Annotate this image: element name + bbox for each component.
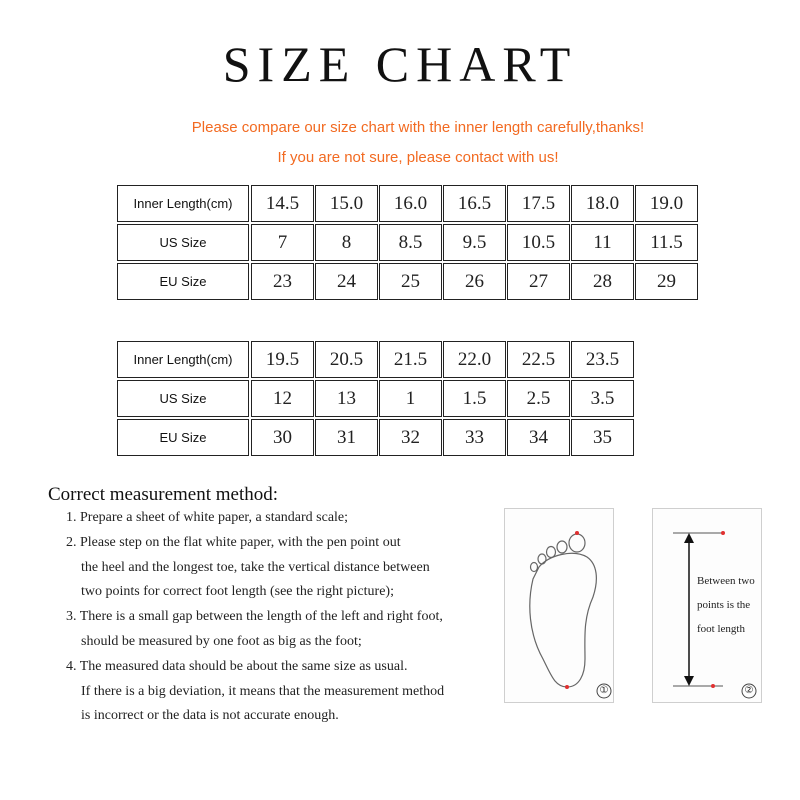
step-line: 3. There is a small gap between the length of the left and right foot, [66, 609, 443, 625]
table-cell: 8.5 [379, 224, 442, 261]
table-cell: 1 [379, 380, 442, 417]
table-cell: 31 [315, 419, 378, 456]
table-cell: 19.0 [635, 185, 698, 222]
table-cell: 20.5 [315, 341, 378, 378]
table-cell: 23 [251, 263, 314, 300]
table-cell: 13 [315, 380, 378, 417]
table-cell: 24 [315, 263, 378, 300]
notice-line-2: If you are not sure, please contact with us! [277, 149, 559, 166]
table-cell: 2.5 [507, 380, 570, 417]
table-cell: 25 [379, 263, 442, 300]
caption-line: points is the [697, 599, 751, 611]
table-cell: 26 [443, 263, 506, 300]
figure-number: ① [599, 685, 609, 696]
table-cell: 3.5 [571, 380, 634, 417]
step-line: should be measured by one foot as big as the foot; [81, 633, 362, 649]
step-line: 4. The measured data should be about the same size as usual. [66, 658, 408, 674]
table-cell: 19.5 [251, 341, 314, 378]
figure-caption [697, 569, 763, 641]
row-label: Inner Length(cm) [117, 185, 249, 222]
table-cell: 9.5 [443, 224, 506, 261]
figure-number: ② [744, 685, 754, 696]
table-cell: 29 [635, 263, 698, 300]
table-cell: 33 [443, 419, 506, 456]
row-label: EU Size [117, 263, 249, 300]
table-cell: 27 [507, 263, 570, 300]
table-cell: 23.5 [571, 341, 634, 378]
table-cell: 11.5 [635, 224, 698, 261]
table-cell: 34 [507, 419, 570, 456]
foot-outline-figure [504, 508, 614, 703]
step-line: If there is a big deviation, it means that the measurement method [81, 683, 445, 699]
table-cell: 22.5 [507, 341, 570, 378]
page-title: SIZE CHART [222, 36, 578, 92]
table-cell: 18.0 [571, 185, 634, 222]
table-cell: 28 [571, 263, 634, 300]
measurement-figure [652, 508, 762, 703]
method-steps [66, 506, 506, 729]
caption-line: Between two [697, 575, 755, 587]
step-line: the heel and the longest toe, take the vertical distance between [81, 559, 430, 575]
table-cell: 22.0 [443, 341, 506, 378]
row-label: Inner Length(cm) [117, 341, 249, 378]
table-cell: 32 [379, 419, 442, 456]
caption-line: foot length [697, 623, 745, 635]
table-row-inner-length [117, 185, 699, 222]
table-row-eu-size [117, 419, 635, 456]
row-label: US Size [117, 380, 249, 417]
table-cell: 15.0 [315, 185, 378, 222]
notice-line-1: Please compare our size chart with the inner length carefully,thanks! [191, 119, 645, 136]
table-row-us-size [117, 380, 635, 417]
step-line: 2. Please step on the flat white paper, with the pen point out [66, 534, 401, 550]
table-cell: 7 [251, 224, 314, 261]
table-row-inner-length [117, 341, 635, 378]
step-line: two points for correct foot length (see the right picture); [81, 584, 394, 600]
table-cell: 10.5 [507, 224, 570, 261]
table-row-eu-size [117, 263, 699, 300]
table-cell: 16.0 [379, 185, 442, 222]
table-cell: 14.5 [251, 185, 314, 222]
table-cell: 21.5 [379, 341, 442, 378]
step-line: 1. Prepare a sheet of white paper, a standard scale; [66, 510, 349, 525]
table-cell: 30 [251, 419, 314, 456]
table-cell: 12 [251, 380, 314, 417]
step-line: is incorrect or the data is not accurate enough. [81, 708, 339, 724]
row-label: EU Size [117, 419, 249, 456]
method-title: Correct measurement method: [48, 484, 279, 505]
row-label: US Size [117, 224, 249, 261]
table-row-us-size [117, 224, 699, 261]
table-cell: 35 [571, 419, 634, 456]
table-cell: 11 [571, 224, 634, 261]
foot-outline-icon [505, 509, 615, 704]
table-cell: 17.5 [507, 185, 570, 222]
table-cell: 16.5 [443, 185, 506, 222]
table-cell: 1.5 [443, 380, 506, 417]
table-cell: 8 [315, 224, 378, 261]
